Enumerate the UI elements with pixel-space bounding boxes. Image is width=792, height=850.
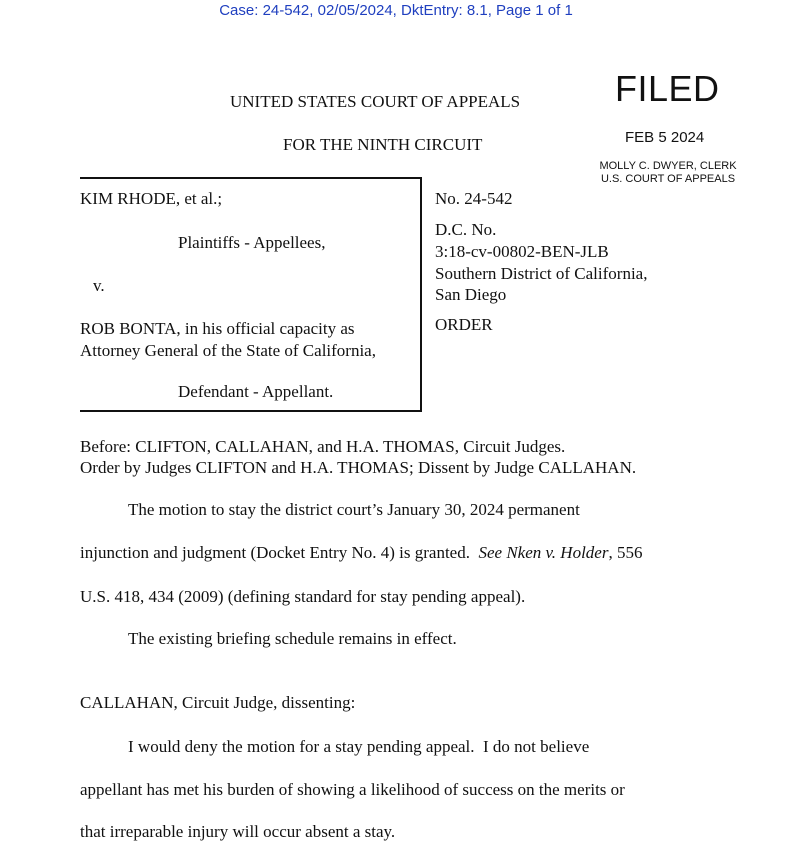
document-type: ORDER — [435, 315, 493, 334]
defendant-line-1: ROB BONTA, in his official capacity as — [80, 319, 355, 338]
clerk-office: U.S. COURT OF APPEALS — [600, 173, 736, 185]
clerk-name: MOLLY C. DWYER, CLERK — [599, 160, 737, 172]
order-by-line: Order by Judges CLIFTON and H.A. THOMAS; Dissent by Judge CALLAHAN. — [80, 458, 637, 477]
dissent-line-1: I would deny the motion for a stay pending appeal. I do not believe — [128, 737, 590, 756]
clerk-block — [592, 160, 744, 186]
versus: v. — [93, 276, 105, 295]
defendant-line-2: Attorney General of the State of California, — [80, 341, 376, 360]
dc-number: 3:18-cv-00802-BEN-JLB — [435, 242, 609, 261]
order-paragraph-line-3: U.S. 418, 434 (2009) (defining standard for stay pending appeal). — [80, 587, 526, 606]
court-circuit: FOR THE NINTH CIRCUIT — [283, 135, 483, 154]
defendant-role: Defendant - Appellant. — [178, 382, 334, 401]
plaintiff-name: KIM RHODE, et al.; — [80, 189, 223, 208]
filed-date: FEB 5 2024 — [625, 129, 705, 146]
filed-stamp: FILED — [615, 68, 720, 109]
case-header: Case: 24-542, 02/05/2024, DktEntry: 8.1, Page 1 of 1 — [219, 2, 573, 19]
caption-box-right — [420, 178, 422, 412]
order-text: injunction and judgment (Docket Entry No. 4) is granted. — [80, 543, 479, 562]
order-paragraph-line-2 — [80, 543, 642, 563]
citation-volume: , 556 — [608, 543, 643, 562]
case-citation: See Nken v. Holder — [478, 543, 609, 562]
caption-box-top — [80, 177, 422, 179]
order-paragraph-line-1: The motion to stay the district court’s January 30, 2024 permanent — [128, 500, 580, 519]
district-city: San Diego — [435, 285, 507, 304]
plaintiff-role: Plaintiffs - Appellees, — [178, 233, 326, 252]
caption-box-bottom — [80, 410, 422, 412]
dissent-heading: CALLAHAN, Circuit Judge, dissenting: — [80, 693, 356, 712]
schedule-paragraph: The existing briefing schedule remains in effect. — [128, 629, 457, 648]
district: Southern District of California, — [435, 264, 648, 283]
dc-label: D.C. No. — [435, 220, 497, 239]
case-number: No. 24-542 — [435, 189, 513, 208]
panel-line: Before: CLIFTON, CALLAHAN, and H.A. THOMAS, Circuit Judges. — [80, 437, 566, 456]
dissent-line-2: appellant has met his burden of showing a likelihood of success on the merits or — [80, 780, 625, 799]
court-name: UNITED STATES COURT OF APPEALS — [230, 92, 521, 111]
dissent-line-3: that irreparable injury will occur absent a stay. — [80, 822, 396, 841]
